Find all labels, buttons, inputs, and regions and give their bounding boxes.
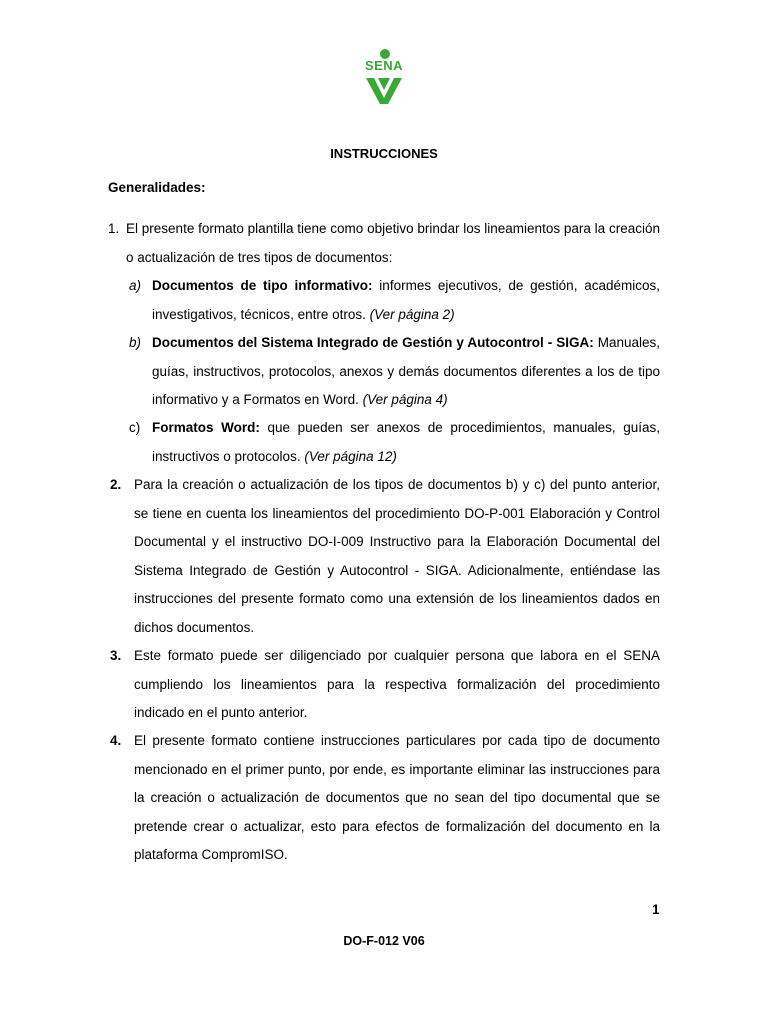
list-item-number: 2. xyxy=(110,477,122,492)
list-item-text: Este formato puede ser diligenciado por cualquier persona que labora en el SENA cumpliendo los lineamientos para la respectiva formalización del procedimiento indicado en el punto anterior. xyxy=(134,648,660,720)
page-title: INSTRUCCIONES xyxy=(330,146,438,161)
sublist-item-text: informes ejecutivos, de gestión, académicos, investigativos, técnicos, entre otros. xyxy=(152,278,660,322)
list-item-text: Para la creación o actualización de los tipos de documentos b) y c) del punto anterior, se tiene en cuenta los lineamientos del procedimiento DO-P-001 Elaboración y Control Documental y el instructivo DO-I-009 Instructivo para la Elaboración Documental del Sistema Integrado de Gestión y Autocontrol - SIGA. Adicionalmente, entiéndase las instrucciones del presente formato como una extensión de los lineamientos dados en dichos documentos. xyxy=(134,477,660,635)
sublist-item-text: que pueden ser anexos de procedimientos, manuales, guías, instructivos o protocolos. xyxy=(152,420,661,464)
sena-logo-text: SENA xyxy=(364,58,404,73)
sublist-item-marker: b) xyxy=(129,335,142,350)
list-item-text: El presente formato contiene instrucciones particulares por cada tipo de documento mencionado en el primer punto, por ende, es importante eliminar las instrucciones para la creación o actualización de documentos que no sean del tipo documental que se pretende crear o actualizar, esto para efectos de formalización del documento en la plataforma CompromISO. xyxy=(134,733,660,862)
list-item-text: El presente formato plantilla tiene como objetivo brindar los lineamientos para la creación o actualización de tres tipos de documentos: xyxy=(126,221,660,265)
list-item-number: 3. xyxy=(110,648,122,663)
document-code: DO-F-012 V06 xyxy=(343,934,425,948)
sublist-item xyxy=(152,272,660,329)
sublist-item-marker: c) xyxy=(129,420,141,435)
page-reference: (Ver página 12) xyxy=(304,448,397,464)
sublist-item-title: Formatos Word: xyxy=(152,420,260,435)
page-number: 1 xyxy=(652,902,660,917)
section-heading: Generalidades: xyxy=(108,180,206,195)
sublist-item-title: Documentos de tipo informativo: xyxy=(152,278,373,293)
sublist-item xyxy=(152,414,660,471)
list-item-number: 4. xyxy=(110,733,122,748)
sublist-item-title: Documentos del Sistema Integrado de Gestión y Autocontrol - SIGA: xyxy=(152,335,594,350)
sena-logo xyxy=(352,48,416,112)
sublist-item xyxy=(152,329,660,415)
list-item-number: 1. xyxy=(108,221,120,236)
sublist-item-marker: a) xyxy=(129,278,142,293)
sublist-item-text: Manuales, guías, instructivos, protocolos, anexos y demás documentos diferentes a los de tipo informativo y a Formatos en Word. xyxy=(152,335,660,407)
page-reference: (Ver página 2) xyxy=(369,306,455,322)
page-reference: (Ver página 4) xyxy=(362,392,448,407)
